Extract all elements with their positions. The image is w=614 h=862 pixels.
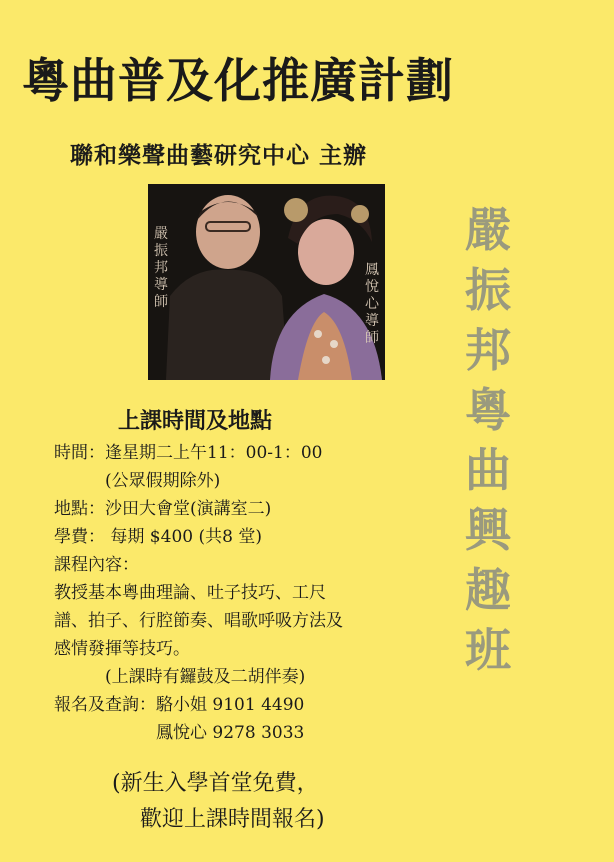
- closing-line: (新生入學首堂免費，: [112, 771, 319, 796]
- instructor-photo: [148, 184, 385, 380]
- info-content-line: 譜、拍子、行腔節奏、唱歌呼吸方法及: [54, 611, 343, 631]
- info-holiday-note: (公眾假期除外): [54, 471, 221, 491]
- info-content-line: 感情發揮等技巧。: [54, 639, 190, 659]
- info-time: 時間：逢星期二上午11：00-1：00: [54, 443, 323, 463]
- info-fee: 學費： 每期 $400 (共8 堂): [54, 527, 262, 547]
- side-title-char: 邦: [465, 323, 511, 377]
- side-title-char: 趣: [465, 563, 511, 617]
- side-title-char: 班: [465, 623, 511, 677]
- left-photo-caption: 嚴振邦 導師: [154, 226, 168, 310]
- info-accompaniment-note: (上課時有鑼鼓及二胡伴奏): [54, 667, 306, 687]
- info-contact: 報名及查詢：駱小姐 9101 4490: [54, 695, 305, 715]
- side-title-char: 振: [465, 263, 511, 317]
- schedule-heading: 上課時間及地點: [118, 408, 273, 434]
- side-title-char: 興: [465, 503, 511, 557]
- side-title-char: 粵: [465, 383, 511, 437]
- instructor-photo-image: [148, 184, 385, 380]
- info-content-line: 教授基本粵曲理論、吐子技巧、工尺: [54, 583, 326, 603]
- closing-line: 歡迎上課時間報名): [140, 807, 325, 832]
- side-title-char: 嚴: [465, 203, 511, 257]
- organizer-line: 聯和樂聲曲藝研究中心 主辦: [70, 142, 368, 169]
- info-content-label: 課程內容：: [54, 555, 139, 575]
- side-title-char: 曲: [465, 443, 511, 497]
- info-venue: 地點：沙田大會堂(演講室二): [54, 499, 272, 519]
- info-contact: 鳳悅心 9278 3033: [54, 723, 305, 743]
- right-photo-caption: 鳳悅心 導師: [365, 262, 379, 346]
- page-title: 粵曲普及化推廣計劃: [22, 54, 454, 109]
- class-name-vertical: [458, 200, 518, 680]
